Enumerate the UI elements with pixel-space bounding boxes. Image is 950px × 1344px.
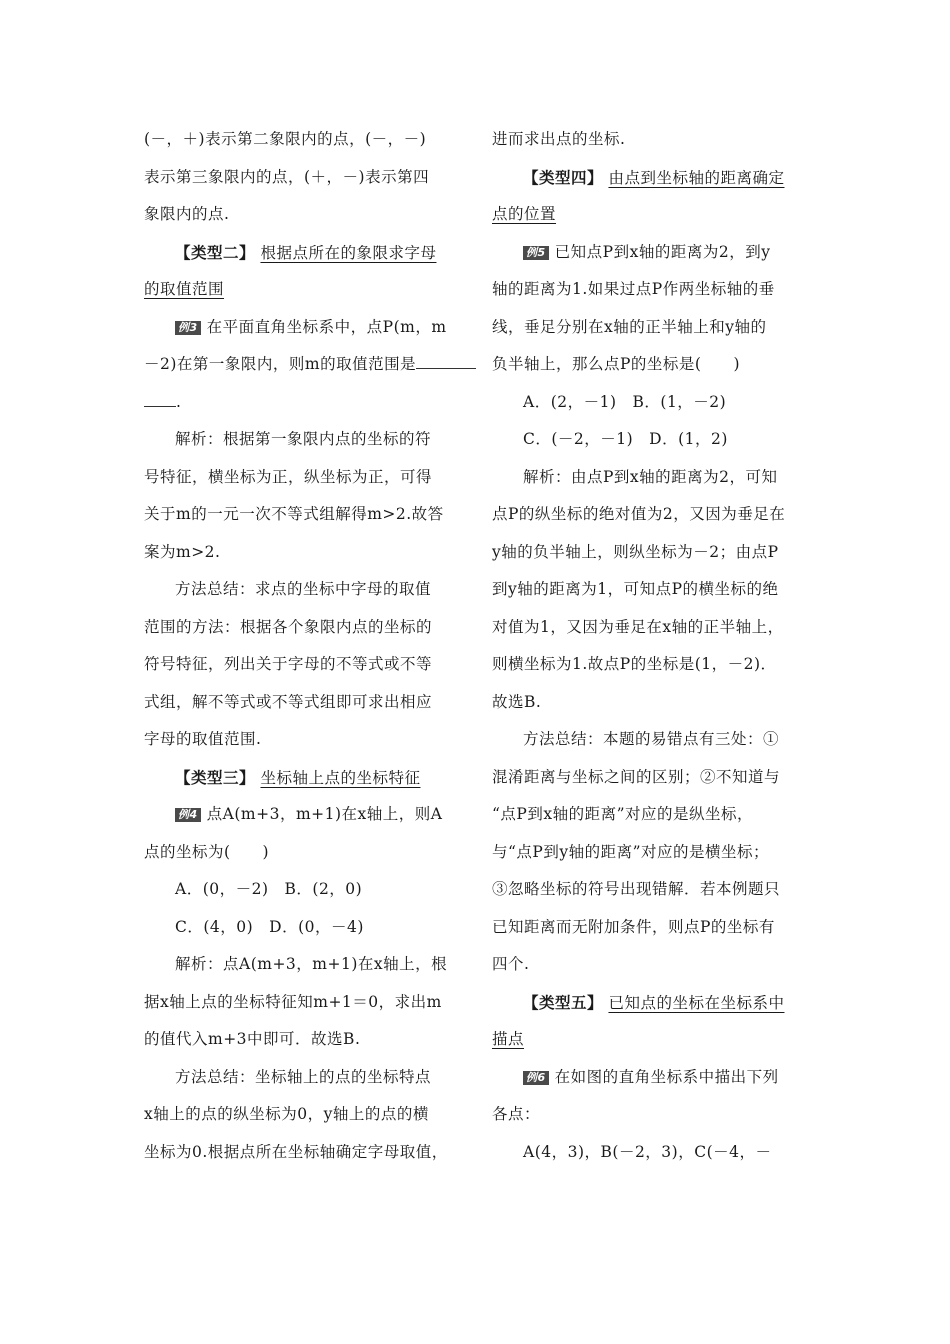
question-text: 在平面直角坐标系中，点P(m，m: [206, 317, 447, 336]
solution-line: 关于m的一元一次不等式组解得m>2.故答: [144, 505, 444, 523]
method-line: 与“点P到y轴的距离”对应的是横坐标；: [492, 842, 770, 861]
example-5: [492, 234, 808, 272]
method-line: 方法总结：坐标轴上的点的坐标特点: [175, 1067, 432, 1086]
solution-line: 解析：由点P到x轴的距离为2，可知: [523, 467, 778, 486]
method-line: 字母的取值范围.: [144, 730, 262, 748]
type-title: 由点到坐标轴的距离确定: [608, 168, 785, 187]
question-text: 点A(m+3，m+1)在x轴上，则A: [206, 805, 443, 823]
type2-heading-cont: [144, 271, 460, 309]
type5-heading-cont: [492, 1021, 808, 1059]
method-line: “点P到x轴的距离”对应的是纵坐标，: [492, 805, 754, 823]
question-text: [144, 384, 460, 422]
method-line: 已知距离而无附加条件，则点P的坐标有: [492, 917, 775, 936]
right-column: [492, 121, 808, 1171]
answer-blank: [416, 367, 476, 369]
question-text: 线，垂足分别在x轴的正半轴上和y轴的: [492, 317, 767, 336]
type2-heading: [144, 234, 460, 272]
solution-line: 的值代入m+3中即可．故选B.: [144, 1030, 361, 1048]
question-text: [144, 346, 460, 384]
method-line: 范围的方法：根据各个象限内点的坐标的: [144, 617, 433, 636]
solution-line: 到y轴的距离为1，可知点P的横坐标的绝: [492, 580, 779, 598]
example-3: [144, 309, 460, 347]
solution-line: 则横坐标为1.故点P的坐标是(1，－2)．: [492, 655, 777, 673]
method-line: 方法总结：本题的易错点有三处：①: [523, 730, 780, 748]
solution-line: 据x轴上点的坐标特征知m+1＝0，求出m: [144, 992, 442, 1011]
question-text: －2)在第一象限内，则m的取值范围是: [144, 355, 417, 373]
type-title: 描点: [492, 1030, 525, 1048]
example-4: [144, 796, 460, 834]
left-column: [144, 121, 460, 1171]
option-line: A．(2，－1) B．(1，－2): [523, 392, 727, 411]
solution-line: 故选B.: [492, 692, 542, 711]
type4-heading: [492, 159, 808, 197]
type-tag: 【类型三】: [175, 767, 256, 787]
question-text: A(4，3)，B(－2，3)，C(－4，－: [523, 1142, 772, 1161]
type3-heading: [144, 759, 460, 797]
question-text: 负半轴上，那么点P的坐标是( ): [492, 355, 741, 373]
question-text: 各点：: [492, 1105, 541, 1123]
method-line: 式组，解不等式或不等式组即可求出相应: [144, 692, 433, 711]
method-line: 坐标为0.根据点所在坐标轴确定字母取值，: [144, 1142, 448, 1161]
type-title: 点的位置: [492, 205, 557, 223]
option-line: A．(0，－2) B．(2，0): [175, 880, 363, 898]
example-badge: 例3: [175, 321, 201, 335]
text-line: 象限内的点.: [144, 205, 230, 223]
solution-line: 解析：点A(m+3，m+1)在x轴上，根: [175, 955, 448, 973]
option-line: C．(4，0) D．(0，－4): [175, 917, 364, 936]
method-line: 四个.: [492, 955, 530, 973]
question-text: 点的坐标为( ): [144, 842, 270, 861]
method-line: 混淆距离与坐标之间的区别；②不知道与: [492, 767, 781, 786]
solution-line: y轴的负半轴上，则纵坐标为－2；由点P: [492, 542, 779, 561]
type-title: 已知点的坐标在坐标系中: [608, 993, 785, 1012]
solution-line: 点P的纵坐标的绝对值为2，又因为垂足在: [492, 505, 786, 523]
solution-line: 解析：根据第一象限内点的坐标的符: [175, 430, 432, 448]
type-title: 坐标轴上点的坐标特征: [260, 768, 421, 787]
text-line: 进而求出点的坐标.: [492, 130, 626, 148]
method-line: 符号特征，列出关于字母的不等式或不等: [144, 655, 433, 673]
type-tag: 【类型二】: [175, 242, 256, 262]
type-title: 的取值范围: [144, 280, 225, 298]
method-line: 方法总结：求点的坐标中字母的取值: [175, 580, 432, 598]
method-line: ③忽略坐标的符号出现错解．若本例题只: [492, 880, 781, 898]
solution-line: 号特征，横坐标为正，纵坐标为正，可得: [144, 467, 433, 486]
question-text: 轴的距离为1.如果过点P作两坐标轴的垂: [492, 280, 775, 298]
example-badge: 例5: [523, 246, 549, 260]
type-tag: 【类型五】: [523, 992, 604, 1012]
text-line: 表示第三象限内的点，(＋，－)表示第四: [144, 167, 430, 186]
example-6: [492, 1059, 808, 1097]
solution-line: 案为m>2.: [144, 542, 221, 561]
example-badge: 例4: [175, 808, 201, 822]
method-line: x轴上的点的纵坐标为0，y轴上的点的横: [144, 1105, 429, 1123]
type5-heading: [492, 984, 808, 1022]
question-text: 已知点P到x轴的距离为2，到y: [554, 242, 771, 261]
example-badge: 例6: [523, 1071, 549, 1085]
answer-blank: [144, 405, 176, 407]
type4-heading-cont: [492, 196, 808, 234]
text-line: (－，＋)表示第二象限内的点，(－，－): [144, 130, 427, 148]
solution-line: 对值为1，又因为垂足在x轴的正半轴上，: [492, 617, 784, 636]
question-text: 在如图的直角坐标系中描出下列: [554, 1067, 779, 1086]
type-tag: 【类型四】: [523, 167, 604, 187]
type-title: 根据点所在的象限求字母: [260, 243, 437, 262]
question-text: .: [176, 392, 182, 411]
option-line: C．(－2，－1) D．(1，2): [523, 430, 728, 448]
